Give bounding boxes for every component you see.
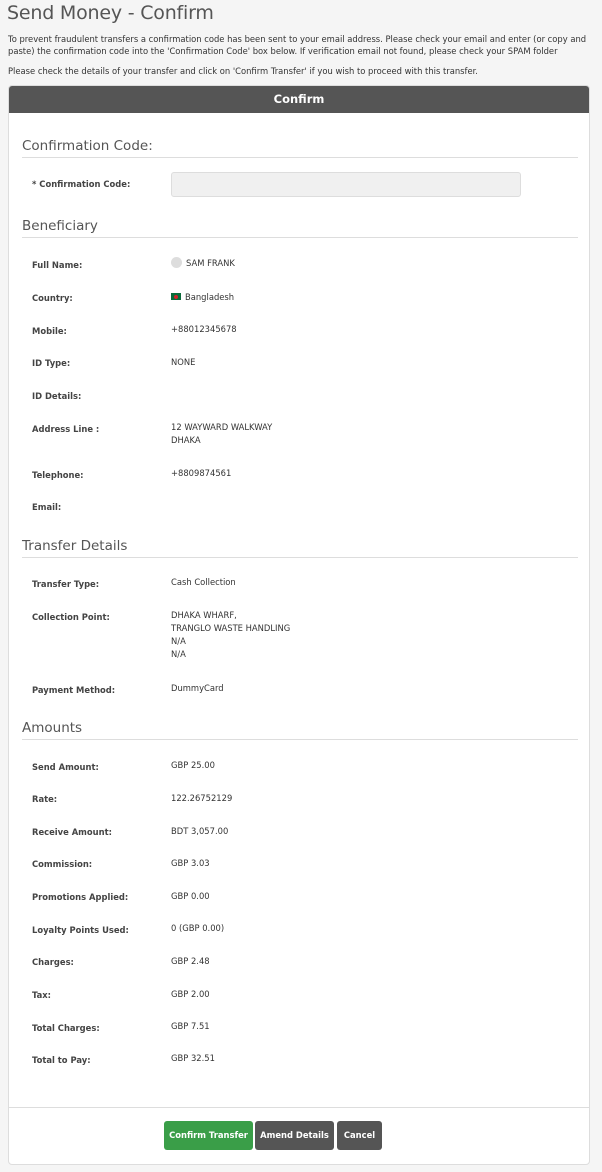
collection-point-line-2: TRANGLO WASTE HANDLING xyxy=(171,623,291,633)
rate-label: Rate: xyxy=(32,794,58,804)
panel-header: Confirm xyxy=(9,86,589,113)
collection-point-label: Collection Point: xyxy=(32,612,110,622)
country-value: Bangladesh xyxy=(185,292,235,302)
tax-label: Tax: xyxy=(32,990,52,1000)
payment-method-label: Payment Method: xyxy=(32,685,116,695)
mobile-value: +88012345678 xyxy=(171,324,237,334)
total-charges-value: GBP 7.51 xyxy=(171,1021,210,1031)
full-name-value: SAM FRANK xyxy=(186,258,235,268)
collection-point-line-3: N/A xyxy=(171,636,186,646)
bangladesh-flag-icon xyxy=(171,293,181,300)
transfer-type-value: Cash Collection xyxy=(171,577,236,587)
tax-value: GBP 2.00 xyxy=(171,989,210,999)
intro-text: To prevent fraudulent transfers a confirmation code has been sent to your email address. Please check your email and enter (or copy and paste) the confirmation code into the 'Confirmation Code' box below. If verification email not found, please check your SPAM folder xyxy=(8,34,587,56)
commission-value: GBP 3.03 xyxy=(171,858,210,868)
charges-value: GBP 2.48 xyxy=(171,956,210,966)
confirmation-code-input[interactable] xyxy=(171,172,521,197)
id-type-label: ID Type: xyxy=(32,358,71,368)
total-to-pay-label: Total to Pay: xyxy=(32,1055,91,1065)
section-transfer-details: Transfer Details xyxy=(22,538,578,558)
section-amounts: Amounts xyxy=(22,720,578,740)
section-beneficiary: Beneficiary xyxy=(22,218,578,238)
email-label: Email: xyxy=(32,502,62,512)
commission-label: Commission: xyxy=(32,859,93,869)
amend-details-button[interactable]: Amend Details xyxy=(255,1121,334,1150)
instructions-text: Please check the details of your transfer and click on 'Confirm Transfer' if you wish to proceed with this transfer. xyxy=(8,66,478,76)
payment-method-value: DummyCard xyxy=(171,683,224,693)
send-amount-value: GBP 25.00 xyxy=(171,760,215,770)
loyalty-value: 0 (GBP 0.00) xyxy=(171,923,225,933)
rate-value: 122.26752129 xyxy=(171,793,233,803)
person-icon xyxy=(171,257,182,268)
collection-point-line-1: DHAKA WHARF, xyxy=(171,610,237,620)
confirm-panel xyxy=(8,85,590,1165)
transfer-type-label: Transfer Type: xyxy=(32,579,100,589)
address-line-1: 12 WAYWARD WALKWAY xyxy=(171,422,273,432)
address-label: Address Line : xyxy=(32,424,100,434)
full-name-label: Full Name: xyxy=(32,260,83,270)
page-title: Send Money - Confirm xyxy=(7,2,214,24)
send-amount-label: Send Amount: xyxy=(32,762,99,772)
promotions-label: Promotions Applied: xyxy=(32,892,129,902)
section-confirmation-code: Confirmation Code: xyxy=(22,138,578,158)
charges-label: Charges: xyxy=(32,957,74,967)
collection-point-line-4: N/A xyxy=(171,649,186,659)
confirmation-code-label: * Confirmation Code: xyxy=(32,179,131,189)
cancel-button[interactable]: Cancel xyxy=(337,1121,382,1150)
address-line-2: DHAKA xyxy=(171,435,201,445)
loyalty-label: Loyalty Points Used: xyxy=(32,925,129,935)
country-label: Country: xyxy=(32,293,73,303)
id-type-value: NONE xyxy=(171,357,196,367)
collection-point-value xyxy=(171,609,571,661)
telephone-value: +8809874561 xyxy=(171,468,232,478)
receive-amount-label: Receive Amount: xyxy=(32,827,112,837)
mobile-label: Mobile: xyxy=(32,326,67,336)
receive-amount-value: BDT 3,057.00 xyxy=(171,826,229,836)
telephone-label: Telephone: xyxy=(32,470,84,480)
promotions-value: GBP 0.00 xyxy=(171,891,210,901)
confirm-transfer-button[interactable]: Confirm Transfer xyxy=(164,1121,253,1150)
address-value xyxy=(171,421,571,447)
total-charges-label: Total Charges: xyxy=(32,1023,100,1033)
footer-divider xyxy=(9,1107,589,1108)
id-details-label: ID Details: xyxy=(32,391,82,401)
total-to-pay-value: GBP 32.51 xyxy=(171,1053,215,1063)
